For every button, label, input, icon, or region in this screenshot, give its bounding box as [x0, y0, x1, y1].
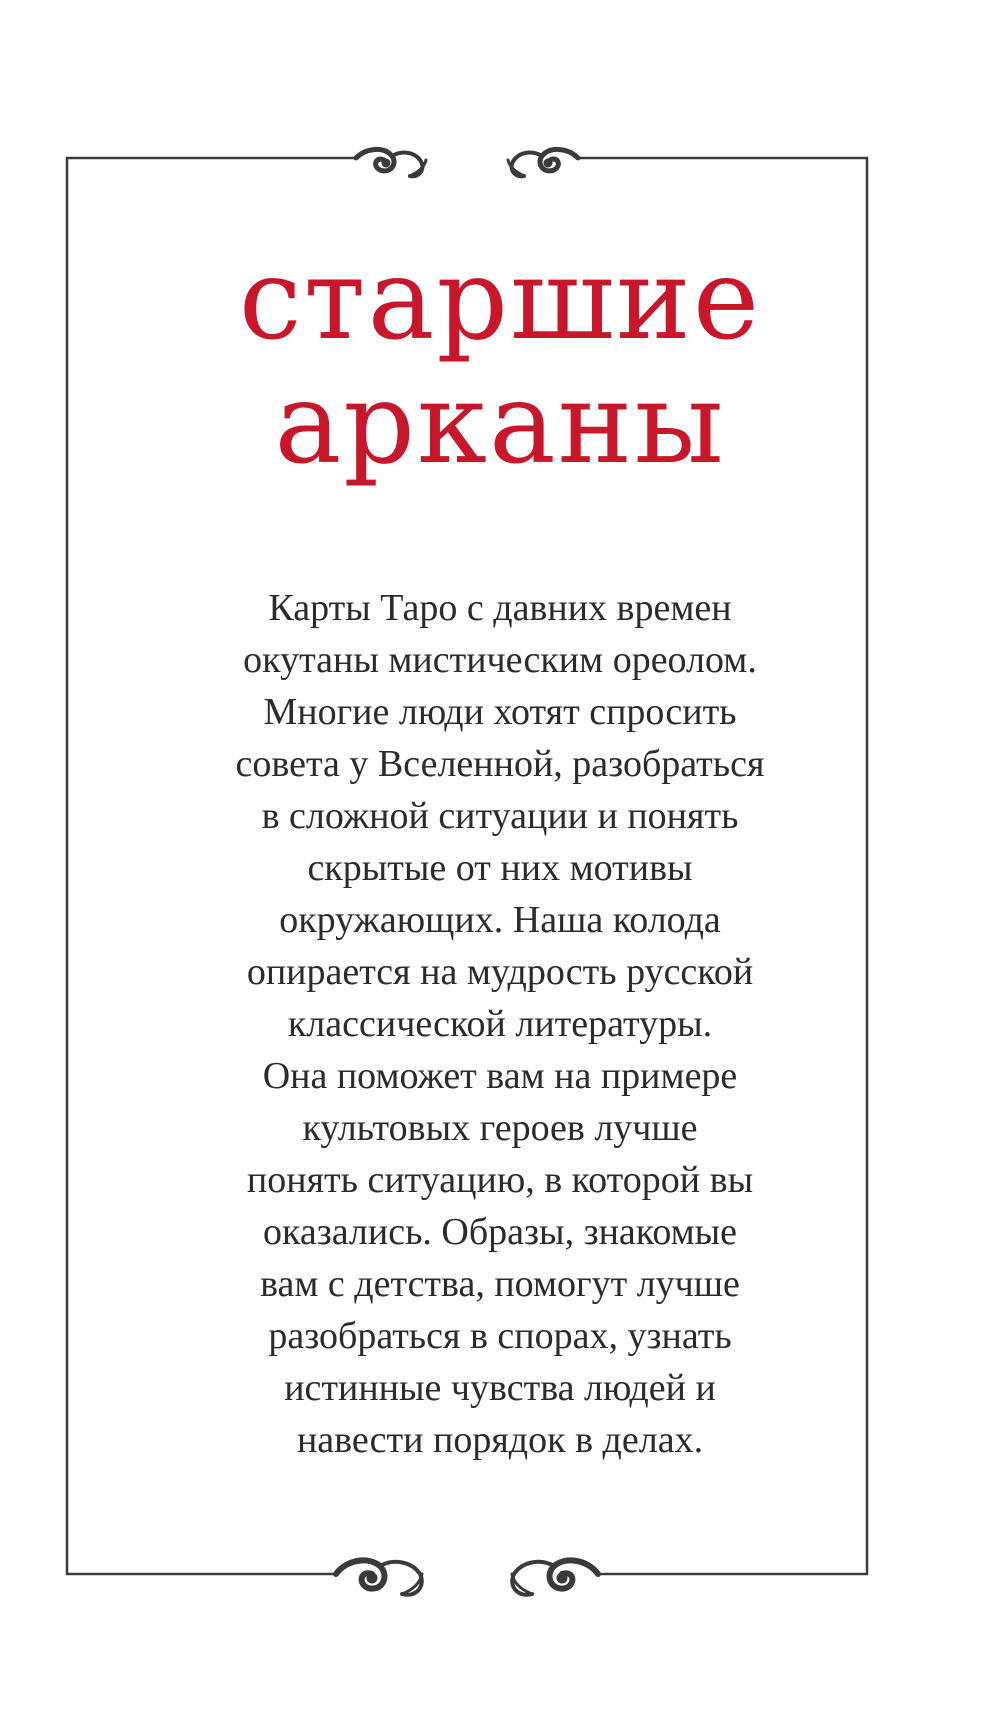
- body-line: в сложной ситуации и понять: [261, 795, 739, 837]
- body-line: опирается на мудрость русской: [246, 951, 754, 993]
- body-line: совета у Вселенной, разобраться: [235, 743, 765, 785]
- title-line-2: арканы: [274, 359, 726, 489]
- body-line: истинные чувства людей и: [284, 1367, 716, 1409]
- title-line-1: старшие: [238, 235, 762, 365]
- top-ornament-icon: [356, 149, 578, 176]
- body-line: окутаны мистическим ореолом.: [243, 639, 757, 681]
- body-line: оказались. Образы, знакомые: [262, 1211, 738, 1253]
- body-line: классической литературы.: [287, 1003, 713, 1045]
- body-line: культовых героев лучше: [302, 1107, 698, 1149]
- body-line: Она поможет вам на примере: [262, 1055, 738, 1097]
- bottom-ornament-icon: [336, 1560, 598, 1594]
- body-paragraph: [130, 582, 870, 1466]
- body-line: окружающих. Наша колода: [279, 899, 721, 941]
- body-line: скрытые от них мотивы: [307, 847, 693, 889]
- body-line: разобраться в спорах, узнать: [268, 1315, 732, 1357]
- body-line: Многие люди хотят спросить: [263, 691, 737, 733]
- body-line: понять ситуацию, в которой вы: [246, 1159, 754, 1201]
- body-line: вам с детства, помогут лучше: [260, 1263, 740, 1305]
- body-line: навести порядок в делах.: [296, 1419, 704, 1461]
- body-line: Карты Таро с давних времен: [268, 587, 732, 629]
